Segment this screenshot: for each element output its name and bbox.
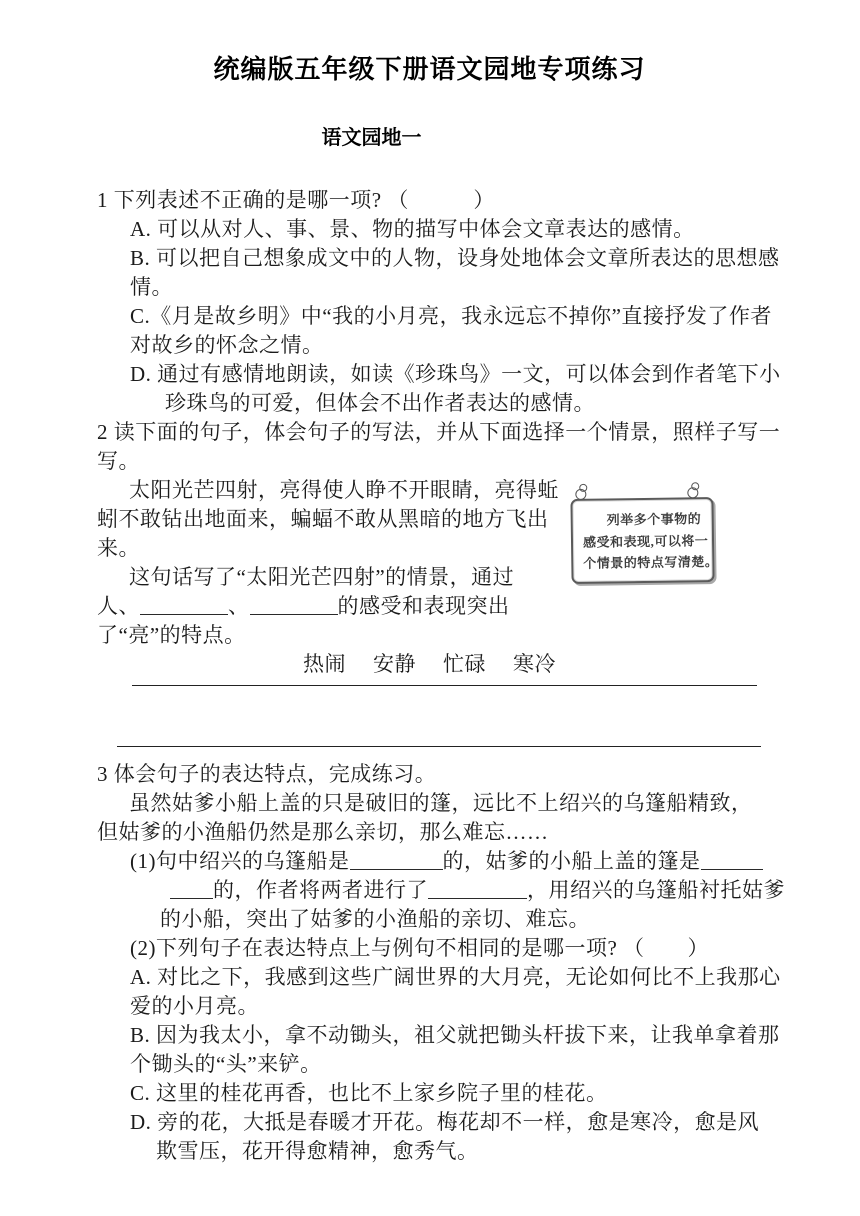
q3-sub1-line-2 <box>170 876 785 905</box>
q1-option-c-line-2: 对故乡的怀念之情。 <box>130 333 324 357</box>
q2-stem-line-2: 写。 <box>97 449 140 473</box>
q3-option-a-line-1: A. 对比之下，我感到这些广阔世界的大月亮，无论如何比不上我那心 <box>130 965 781 989</box>
hint-sign-line-2: 感受和表现,可以将一 <box>582 532 709 550</box>
page-title: 统编版五年级下册语文园地专项练习 <box>213 54 646 84</box>
q3-sub1-l1-pre: (1)句中绍兴的乌篷船是 <box>130 849 350 873</box>
q2-fill-line <box>97 592 557 621</box>
q3-option-d-line-1: D. 旁的花，大抵是春暖才开花。梅花却不一样，愈是寒冷，愈是风 <box>130 1110 760 1134</box>
q2-example-line-3: 来。 <box>97 536 140 560</box>
q2-analysis-line-1: 这句话写了“太阳光芒四射”的情景，通过 <box>129 565 515 589</box>
q1-stem: 1 下列表述不正确的是哪一项? （ ） <box>97 188 495 212</box>
q2-example-line-2: 蚓不敢钻出地面来，蝙蝠不敢从黑暗的地方飞出 <box>97 507 549 531</box>
q2-example-line-1: 太阳光芒四射，亮得使人睁不开眼睛，亮得蚯 <box>129 478 559 502</box>
pin-icon <box>575 489 586 500</box>
q2-fill-sep: 、 <box>228 594 250 618</box>
q3-option-b-line-2: 个锄头的“头”来铲。 <box>130 1052 322 1076</box>
q2-fill-post: 的感受和表现突出 <box>337 594 510 618</box>
q3-option-d-line-2: 欺雪压，花开得愈精神，愈秀气。 <box>156 1139 479 1163</box>
q1-option-b-line-1: B. 可以把自己想象成文中的人物，设身处地体会文章所表达的思想感 <box>130 246 780 270</box>
q3-blank-4 <box>428 882 527 899</box>
q1-option-c-line-1: C.《月是故乡明》中“我的小月亮，我永远忘不掉你”直接抒发了作者 <box>130 304 772 328</box>
q3-sub1-l1-mid: 的，姑爹的小船上盖的篷是 <box>442 849 701 873</box>
q2-blank-1 <box>140 598 228 615</box>
q2-stem-line-1: 2 读下面的句子，体会句子的写法，并从下面选择一个情景，照样子写一 <box>97 420 781 444</box>
q3-blank-2 <box>701 853 763 870</box>
q3-blank-1 <box>350 853 443 870</box>
word-bank-item: 忙碌 <box>443 652 486 676</box>
q3-blank-3 <box>170 882 213 899</box>
question-1 <box>97 186 781 418</box>
q3-sub1-l2-mid: 的，作者将两者进行了 <box>213 878 428 902</box>
hint-sign <box>570 497 719 583</box>
q2-word-bank <box>97 650 762 679</box>
answer-line-1 <box>132 685 757 686</box>
q1-option-d-line-1: D. 通过有感情地朗读，如读《珍珠鸟》一文，可以体会到作者笔下小 <box>130 362 781 386</box>
q3-option-a-line-2: 爱的小月亮。 <box>130 994 259 1018</box>
q2-example-area <box>97 476 762 650</box>
question-2 <box>97 418 781 747</box>
q2-fill-line-2: 了“亮”的特点。 <box>97 623 246 647</box>
word-bank-item: 安静 <box>373 652 416 676</box>
hint-sign-line-1: 列举多个事物的 <box>606 511 702 528</box>
q1-option-b-line-2: 情。 <box>130 275 173 299</box>
q3-paragraph-line-2: 但姑爹的小渔船仍然是那么亲切，那么难忘…… <box>97 820 549 844</box>
q2-fill-pre: 人、 <box>97 594 140 618</box>
q3-paragraph-line-1: 虽然姑爹小船上盖的只是破旧的篷，远比不上绍兴的乌篷船精致， <box>129 791 753 815</box>
q1-option-a: A. 可以从对人、事、景、物的描写中体会文章表达的感情。 <box>130 217 695 241</box>
word-bank-item: 热闹 <box>303 652 346 676</box>
section-subtitle: 语文园地一 <box>321 127 422 149</box>
q3-sub1-line-1 <box>130 847 762 876</box>
q3-sub1-l2-post: ，用绍兴的乌篷船衬托姑爹 <box>527 878 785 902</box>
q2-example-text <box>97 476 557 650</box>
q3-option-c: C. 这里的桂花再香，也比不上家乡院子里的桂花。 <box>130 1081 608 1105</box>
q2-blank-2 <box>250 598 338 615</box>
q1-option-d-line-2: 珍珠鸟的可爱，但体会不出作者表达的感情。 <box>165 391 595 415</box>
word-bank-item: 寒冷 <box>513 652 556 676</box>
question-3 <box>97 760 785 1166</box>
hint-sign-line-3: 个情景的特点写清楚。 <box>583 553 719 571</box>
q3-sub1-line-3: 的小船，突出了姑爹的小渔船的亲切、难忘。 <box>160 907 590 931</box>
q3-option-b-line-1: B. 因为我太小，拿不动锄头，祖父就把锄头杆拔下来，让我单拿着那 <box>130 1023 780 1047</box>
q3-stem: 3 体会句子的表达特点，完成练习。 <box>97 762 437 786</box>
answer-line-2 <box>117 746 761 747</box>
q3-sub2-stem: (2)下列句子在表达特点上与例句不相同的是哪一项? （ ） <box>130 936 710 960</box>
pin-icon <box>687 487 698 498</box>
